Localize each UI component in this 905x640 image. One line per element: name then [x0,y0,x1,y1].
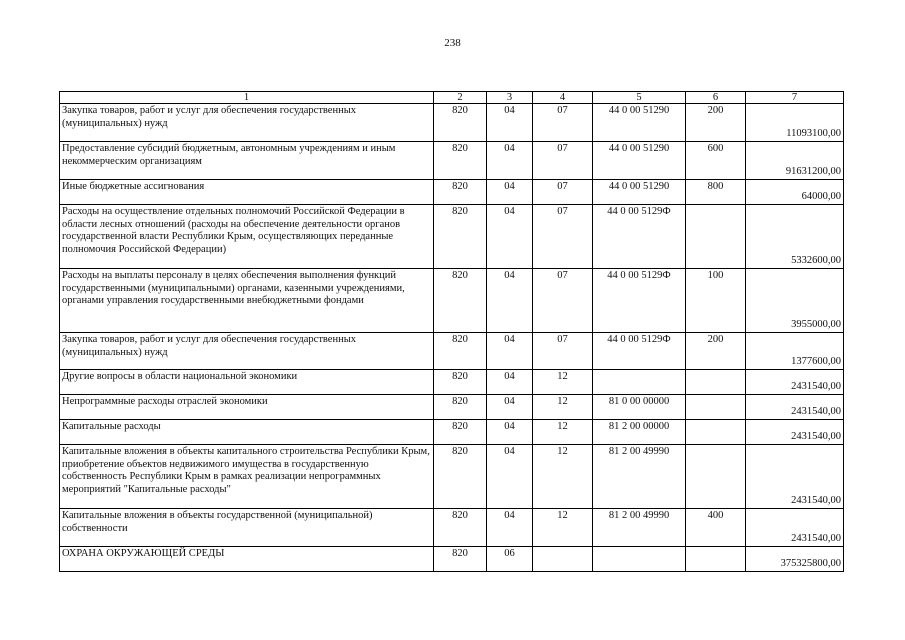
row-grbs: 820 [434,420,487,445]
row-section: 04 [487,269,533,333]
row-name: Капитальные вложения в объекты государственной (муниципальной) собственности [60,509,434,547]
row-name: ОХРАНА ОКРУЖАЮЩЕЙ СРЕДЫ [60,547,434,572]
column-number: 1 [60,92,434,104]
row-target-code: 81 2 00 49990 [593,509,686,547]
column-number: 6 [686,92,746,104]
table-row [60,142,844,180]
row-expense-type [686,370,746,395]
row-section: 04 [487,205,533,269]
row-subsection: 12 [533,509,593,547]
column-number: 5 [593,92,686,104]
row-expense-type: 200 [686,104,746,142]
row-section: 04 [487,509,533,547]
table-row [60,333,844,370]
row-subsection: 12 [533,445,593,509]
row-target-code: 44 0 00 51290 [593,142,686,180]
table-row [60,420,844,445]
row-subsection: 07 [533,333,593,370]
row-amount: 1377600,00 [746,333,844,370]
row-amount: 2431540,00 [746,370,844,395]
row-target-code: 44 0 00 51290 [593,104,686,142]
row-grbs: 820 [434,370,487,395]
row-amount: 64000,00 [746,180,844,205]
row-name: Другие вопросы в области национальной экономики [60,370,434,395]
row-expense-type [686,205,746,269]
row-grbs: 820 [434,509,487,547]
row-target-code [593,370,686,395]
column-number: 3 [487,92,533,104]
row-target-code: 81 2 00 49990 [593,445,686,509]
row-name: Непрограммные расходы отраслей экономики [60,395,434,420]
row-target-code: 81 0 00 00000 [593,395,686,420]
row-target-code: 44 0 00 5129Ф [593,333,686,370]
row-expense-type: 600 [686,142,746,180]
table-row [60,104,844,142]
table-row [60,509,844,547]
row-name: Закупка товаров, работ и услуг для обеспечения государственных (муниципальных) нужд [60,104,434,142]
row-name: Иные бюджетные ассигнования [60,180,434,205]
row-target-code: 44 0 00 5129Ф [593,205,686,269]
budget-table [59,91,844,572]
row-amount: 2431540,00 [746,509,844,547]
row-subsection: 07 [533,180,593,205]
row-expense-type: 400 [686,509,746,547]
row-grbs: 820 [434,445,487,509]
column-number-row [60,92,844,104]
table-row [60,370,844,395]
table-row [60,205,844,269]
row-expense-type [686,445,746,509]
row-name: Капитальные расходы [60,420,434,445]
row-target-code [593,547,686,572]
row-section: 04 [487,180,533,205]
row-amount: 3955000,00 [746,269,844,333]
row-section: 04 [487,333,533,370]
table-row [60,445,844,509]
row-expense-type [686,395,746,420]
row-amount: 2431540,00 [746,445,844,509]
row-section: 04 [487,370,533,395]
row-amount: 5332600,00 [746,205,844,269]
table-row [60,547,844,572]
row-expense-type: 800 [686,180,746,205]
row-amount: 375325800,00 [746,547,844,572]
row-target-code: 44 0 00 51290 [593,180,686,205]
row-grbs: 820 [434,333,487,370]
row-expense-type: 200 [686,333,746,370]
row-subsection: 07 [533,205,593,269]
table-row [60,269,844,333]
row-section: 04 [487,104,533,142]
table-row [60,395,844,420]
row-expense-type: 100 [686,269,746,333]
row-target-code: 81 2 00 00000 [593,420,686,445]
row-subsection: 07 [533,104,593,142]
row-subsection [533,547,593,572]
row-name: Расходы на выплаты персоналу в целях обеспечения выполнения функций государственными (муниципальными) органами, казенными учреждениями, органами управления государственными внебюджетными фондами [60,269,434,333]
row-name: Капитальные вложения в объекты капитального строительства Республики Крым, приобретение объектов недвижимого имущества в государственную собственность Республики Крым в рамках реализации непрограммных мероприятий "Капитальные расходы" [60,445,434,509]
row-target-code: 44 0 00 5129Ф [593,269,686,333]
row-name: Расходы на осуществление отдельных полномочий Российской Федерации в области лесных отношений (расходы на обеспечение деятельности органов государственной власти Республики Крым, осуществляющих переданные полномочия Российской Федерации) [60,205,434,269]
row-subsection: 12 [533,395,593,420]
row-subsection: 12 [533,370,593,395]
row-grbs: 820 [434,395,487,420]
row-section: 04 [487,395,533,420]
row-amount: 2431540,00 [746,420,844,445]
page-number: 238 [444,37,461,49]
row-amount: 11093100,00 [746,104,844,142]
row-section: 04 [487,142,533,180]
table-row [60,180,844,205]
row-grbs: 820 [434,142,487,180]
row-expense-type [686,547,746,572]
row-section: 04 [487,420,533,445]
row-grbs: 820 [434,269,487,333]
column-number: 7 [746,92,844,104]
row-section: 06 [487,547,533,572]
row-name: Закупка товаров, работ и услуг для обеспечения государственных (муниципальных) нужд [60,333,434,370]
row-subsection: 12 [533,420,593,445]
row-subsection: 07 [533,142,593,180]
row-grbs: 820 [434,104,487,142]
row-grbs: 820 [434,180,487,205]
column-number: 4 [533,92,593,104]
column-number: 2 [434,92,487,104]
row-section: 04 [487,445,533,509]
row-expense-type [686,420,746,445]
row-grbs: 820 [434,547,487,572]
row-name: Предоставление субсидий бюджетным, автономным учреждениям и иным некоммерческим организациям [60,142,434,180]
row-subsection: 07 [533,269,593,333]
row-amount: 91631200,00 [746,142,844,180]
row-amount: 2431540,00 [746,395,844,420]
row-grbs: 820 [434,205,487,269]
